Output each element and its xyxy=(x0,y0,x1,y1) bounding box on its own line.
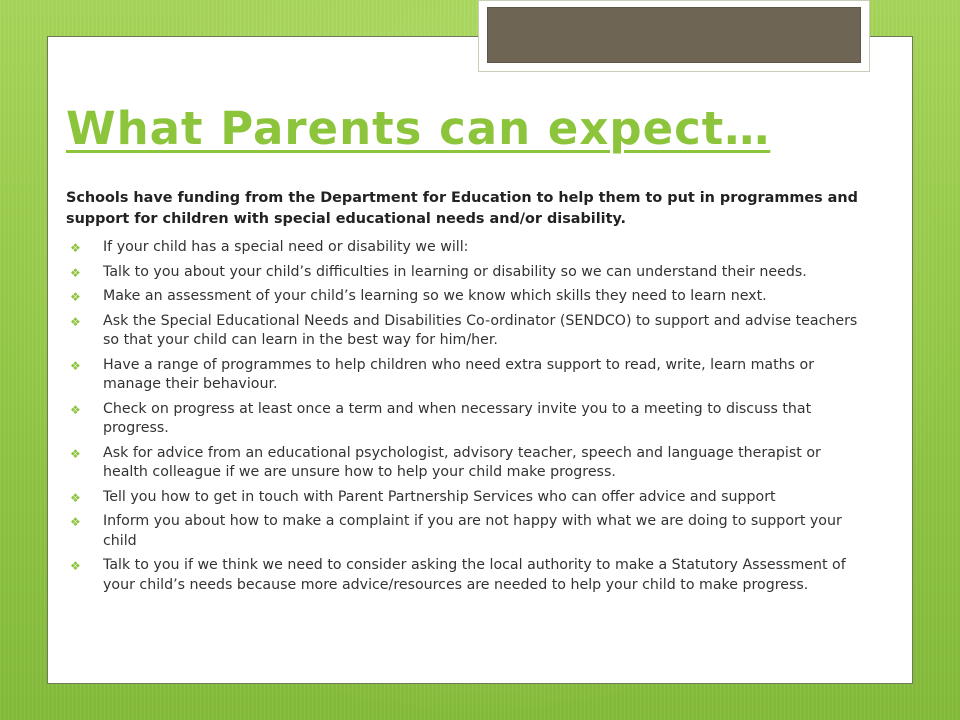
bullet-item xyxy=(70,287,870,307)
diamond-bullet-icon: ❖ xyxy=(70,290,81,304)
diamond-bullet-icon: ❖ xyxy=(70,402,81,417)
intro-text: Schools have funding from the Department for Education to help them to put in programmes and support for children with special educational needs and/or disability xyxy=(66,190,858,227)
diamond-bullet-icon: ❖ xyxy=(70,265,81,280)
bullet-text: If your child has a special need or disability we will: xyxy=(103,239,469,255)
bullet-item xyxy=(70,556,870,595)
bullet-text: Talk to you if we think we need to consider asking the local authority to make a Statutory Assessment of your child’s needs because more advice/resources are needed to help your child to make progress. xyxy=(103,557,846,593)
bullet-text: Ask the Special Educational Needs and Disabilities Co-ordinator (SENDCO) to support and advise teachers so that your child can learn in the best way for him/her. xyxy=(103,312,858,348)
bullet-item xyxy=(70,488,870,508)
intro-paragraph xyxy=(66,188,886,230)
bullet-text: Check on progress at least once a term and when necessary invite you to a meeting to discuss that progress. xyxy=(103,400,812,436)
diamond-bullet-icon: ❖ xyxy=(70,241,81,255)
diamond-bullet-icon: ❖ xyxy=(70,314,81,329)
bullet-list xyxy=(70,238,870,600)
intro-end: . xyxy=(620,211,627,227)
bullet-text: Ask for advice from an educational psychologist, advisory teacher, speech and language therapist or health colleague if we are unsure how to help your child make progress. xyxy=(103,444,821,480)
bullet-text: Make an assessment of your child’s learning so we know which skills they need to learn next. xyxy=(103,288,767,304)
bullet-item xyxy=(70,312,870,351)
bullet-text: Have a range of programmes to help children who need extra support to read, write, learn maths or manage their behaviour. xyxy=(103,356,815,392)
bullet-item xyxy=(70,400,870,439)
diamond-bullet-icon: ❖ xyxy=(70,446,81,461)
bullet-item xyxy=(70,356,870,395)
bullet-item xyxy=(70,512,870,551)
bullet-item xyxy=(70,238,870,258)
diamond-bullet-icon: ❖ xyxy=(70,358,81,373)
bullet-item xyxy=(70,444,870,483)
diamond-bullet-icon: ❖ xyxy=(70,515,81,529)
bullet-text: Talk to you about your child’s difficulties in learning or disability so we can understand their needs. xyxy=(103,263,807,280)
photo-placeholder xyxy=(487,7,861,63)
bullet-item xyxy=(70,263,870,283)
bullet-text: Inform you about how to make a complaint if you are not happy with what we are doing to support your child xyxy=(103,513,842,549)
bullet-text: Tell you how to get in touch with Parent Partnership Services who can offer advice and support xyxy=(103,488,776,505)
diamond-bullet-icon: ❖ xyxy=(70,559,81,573)
diamond-bullet-icon: ❖ xyxy=(70,490,81,505)
slide-title: What Parents can expect… xyxy=(66,102,771,155)
photo-frame xyxy=(478,0,870,72)
